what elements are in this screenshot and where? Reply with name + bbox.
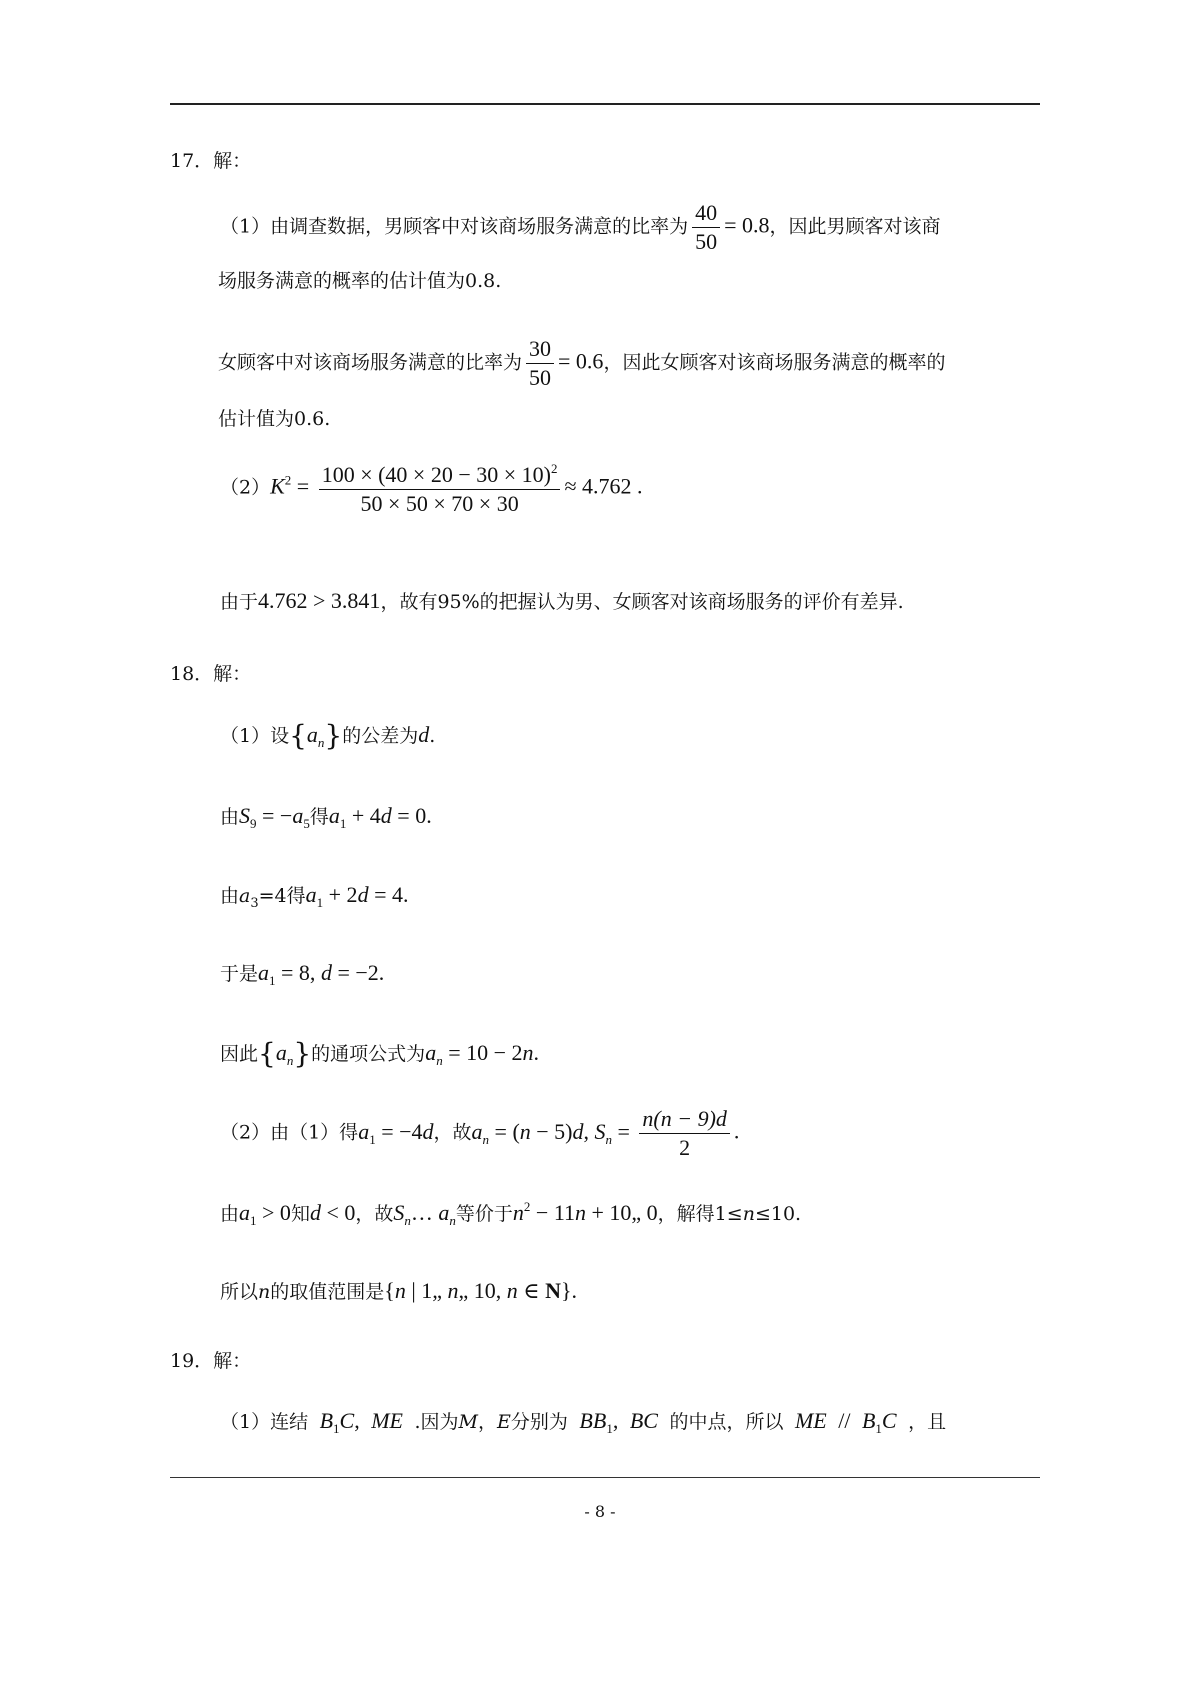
fraction-30-50: $\frac{30}{50}$	[526, 338, 554, 389]
q17-part1-line1: （1）由调查数据，男顾客中对该商场服务满意的比率为 $\frac{40}{50}$ = 0.8，因此男顾客对该商	[220, 200, 941, 254]
footer-rule	[170, 1477, 1040, 1478]
q17-part1-line4: 估计值为0.6.	[218, 408, 331, 430]
q18-line6: （2）由（1）得$a_1 = -4d$，故$a_n = (n - 5)d$, $S_n$ = $\frac{n(n - 9)d}{2}$ .	[220, 1106, 740, 1160]
sn-fraction: $\frac{n(n - 9)d}{2}$	[639, 1108, 730, 1159]
q18-line8: 所以n的取值范围是{n | 1„ n„ 10, n ∈ N}.	[220, 1278, 578, 1303]
q19-heading: 19．解：	[170, 1350, 252, 1372]
q17-part1-line3: 女顾客中对该商场服务满意的比率为 $\frac{30}{50}$ = 0.6，因此女顾客对该商场服务满意的概率的	[218, 336, 946, 390]
q19-line1: （1）连结 $B_1C$, ME .因为M，E分别为 $BB_1$, BC 的中点，所以 ME // $B_1C$ ，且	[220, 1408, 947, 1436]
fraction-40-50: $\frac{40}{50}$	[692, 202, 720, 253]
q18-line5: 因此$\{a_n\}$的通项公式为$a_n = 10 - 2n$.	[220, 1037, 540, 1070]
q18-line1: （1）设$\{a_n\}$的公差为d.	[220, 719, 436, 752]
chi-square-fraction: $\frac{100 \times (40 \times 20 - 30 \times 10)^2}{50 \times 50 \times 70 \times 30}$	[319, 462, 561, 515]
page-number: - 8 -	[584, 1502, 616, 1521]
q18-line7: 由$a_1 > 0$知d < 0，故$S_n\dots$ $a_n$等价于$n^2 - 11n$ + 10„ 0，解得1≤n≤10.	[220, 1199, 802, 1228]
q17-part2-chi-square: $(2)K^2$ = $\frac{100 \times (40 \times 20 - 30 \times 10)^2}{50 \times 50 \times 70 \times 30}$ ≈ 4.762 .	[220, 461, 643, 516]
q18-line3: 由$a_3=4$得$a_1 + 2d = 4$.	[220, 882, 409, 911]
q18-line4: 于是$a_1 = 8$, d = −2.	[220, 960, 385, 988]
q17-heading: 17．解：	[170, 150, 252, 172]
header-rule	[170, 103, 1040, 105]
q18-heading: 18．解：	[170, 663, 252, 685]
q18-line2: 由$S_9 = -a_5$得$a_1 + 4d = 0$.	[220, 803, 432, 831]
q17-conclusion: 由于4.762 > 3.841，故有95%的把握认为男、女顾客对该商场服务的评价有差异.	[220, 588, 904, 613]
q17-part1-line2: 场服务满意的概率的估计值为0.8.	[218, 270, 502, 292]
